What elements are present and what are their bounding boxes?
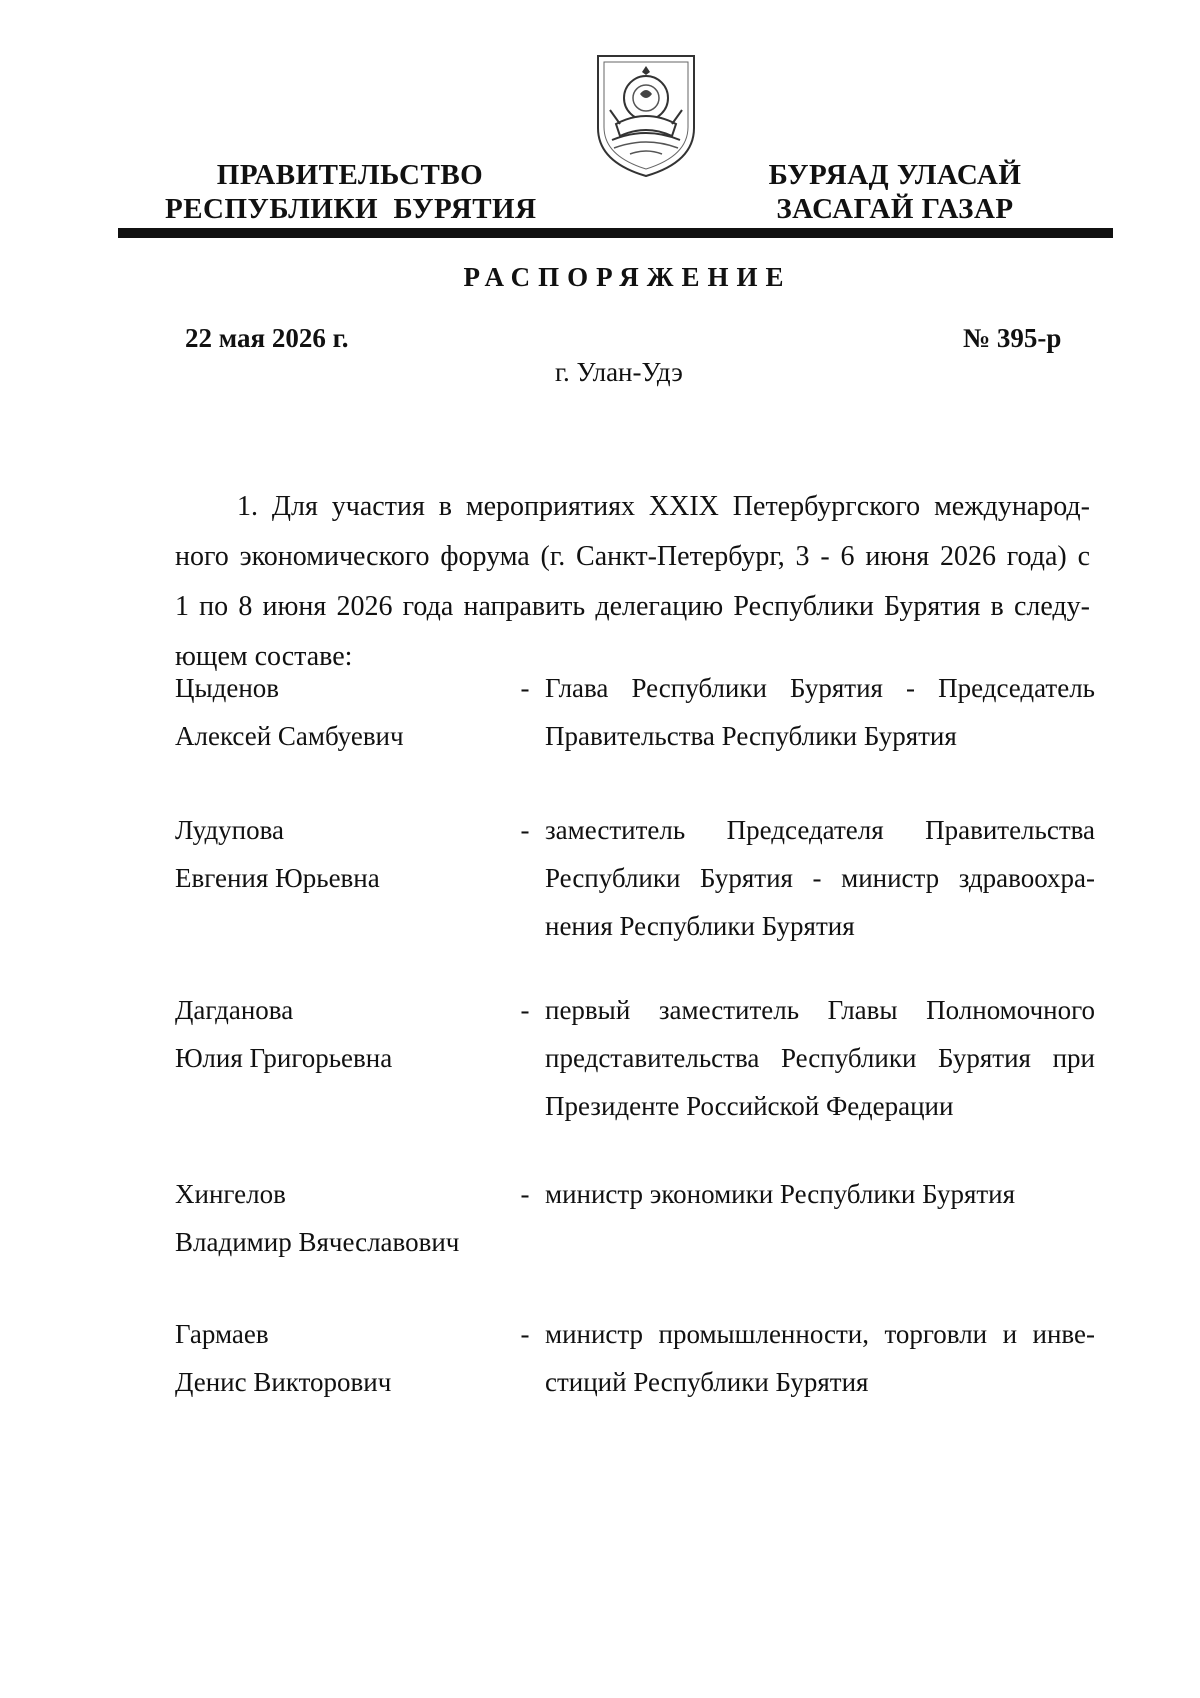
position-line: нения Республики Бурятия (545, 911, 855, 941)
paragraph-line: 1 по 8 июня 2026 года направить делегацию Республики Бурятия в следу- (175, 591, 1090, 622)
delegation-member (175, 806, 1095, 956)
member-surname: Хингелов (175, 1179, 286, 1209)
document-title: РАСПОРЯЖЕНИЕ (463, 262, 792, 292)
delegation-member (175, 1170, 1095, 1270)
delegation-member (175, 664, 1095, 764)
delegation-member (175, 1310, 1095, 1410)
member-position (545, 1310, 1095, 1406)
member-given-names: Денис Викторович (175, 1367, 392, 1397)
position-line: Президенте Российской Федерации (545, 1091, 954, 1121)
position-line: представительства Республики Бурятия при (545, 1043, 1095, 1073)
position-line: заместитель Председателя Правительства (545, 815, 1095, 845)
body-paragraph (175, 482, 1090, 682)
member-name (175, 986, 505, 1082)
member-given-names: Алексей Самбуевич (175, 721, 404, 751)
position-line: Республики Бурятия - министр здравоохра- (545, 863, 1095, 893)
org-name-buryat-line1: БУРЯАД УЛАСАЙ (768, 159, 1022, 191)
member-surname: Цыденов (175, 673, 280, 703)
member-dash: - (520, 815, 530, 845)
position-line: первый заместитель Главы Полномочного (545, 995, 1095, 1025)
position-line: Правительства Республики Бурятия (545, 721, 957, 751)
member-name (175, 664, 505, 760)
member-name (175, 1170, 505, 1266)
paragraph-line: 1. Для участия в мероприятиях XXIX Петербургского международ- (237, 491, 1090, 522)
member-position (545, 1170, 1095, 1218)
position-line: министр промышленности, торговли и инве- (545, 1319, 1095, 1349)
org-name-russian (165, 158, 535, 226)
document-city: г. Улан-Удэ (555, 357, 683, 387)
member-surname: Лудупова (175, 815, 285, 845)
document-number: № 395-р (963, 323, 1062, 353)
member-given-names: Владимир Вячеславович (175, 1227, 460, 1257)
member-position (545, 806, 1095, 950)
member-position (545, 664, 1095, 760)
header-divider (118, 228, 1113, 238)
member-dash: - (520, 995, 530, 1025)
member-given-names: Юлия Григорьевна (175, 1043, 393, 1073)
member-surname: Дагданова (175, 995, 294, 1025)
member-name (175, 806, 505, 902)
member-given-names: Евгения Юрьевна (175, 863, 380, 893)
org-name-russian-line1: ПРАВИТЕЛЬСТВО (216, 159, 484, 191)
coat-of-arms-emblem (590, 50, 702, 180)
paragraph-line: ющем составе: (175, 641, 353, 672)
org-name-russian-line2: РЕСПУБЛИКИ БУРЯТИЯ (165, 193, 537, 225)
member-name (175, 1310, 505, 1406)
document-date: 22 мая 2026 г. (185, 323, 349, 353)
delegation-member (175, 986, 1095, 1136)
member-surname: Гармаев (175, 1319, 269, 1349)
member-dash: - (520, 1319, 530, 1349)
position-line: стиций Республики Бурятия (545, 1367, 869, 1397)
position-line: Глава Республики Бурятия - Председатель (545, 673, 1095, 703)
position-line: министр экономики Республики Бурятия (545, 1179, 1016, 1209)
member-dash: - (520, 673, 530, 703)
org-name-buryat (760, 158, 1030, 226)
org-name-buryat-line2: ЗАСАГАЙ ГАЗАР (776, 193, 1014, 225)
member-position (545, 986, 1095, 1130)
paragraph-line: ного экономического форума (г. Санкт-Петербург, 3 - 6 июня 2026 года) с (175, 541, 1090, 572)
member-dash: - (520, 1179, 530, 1209)
